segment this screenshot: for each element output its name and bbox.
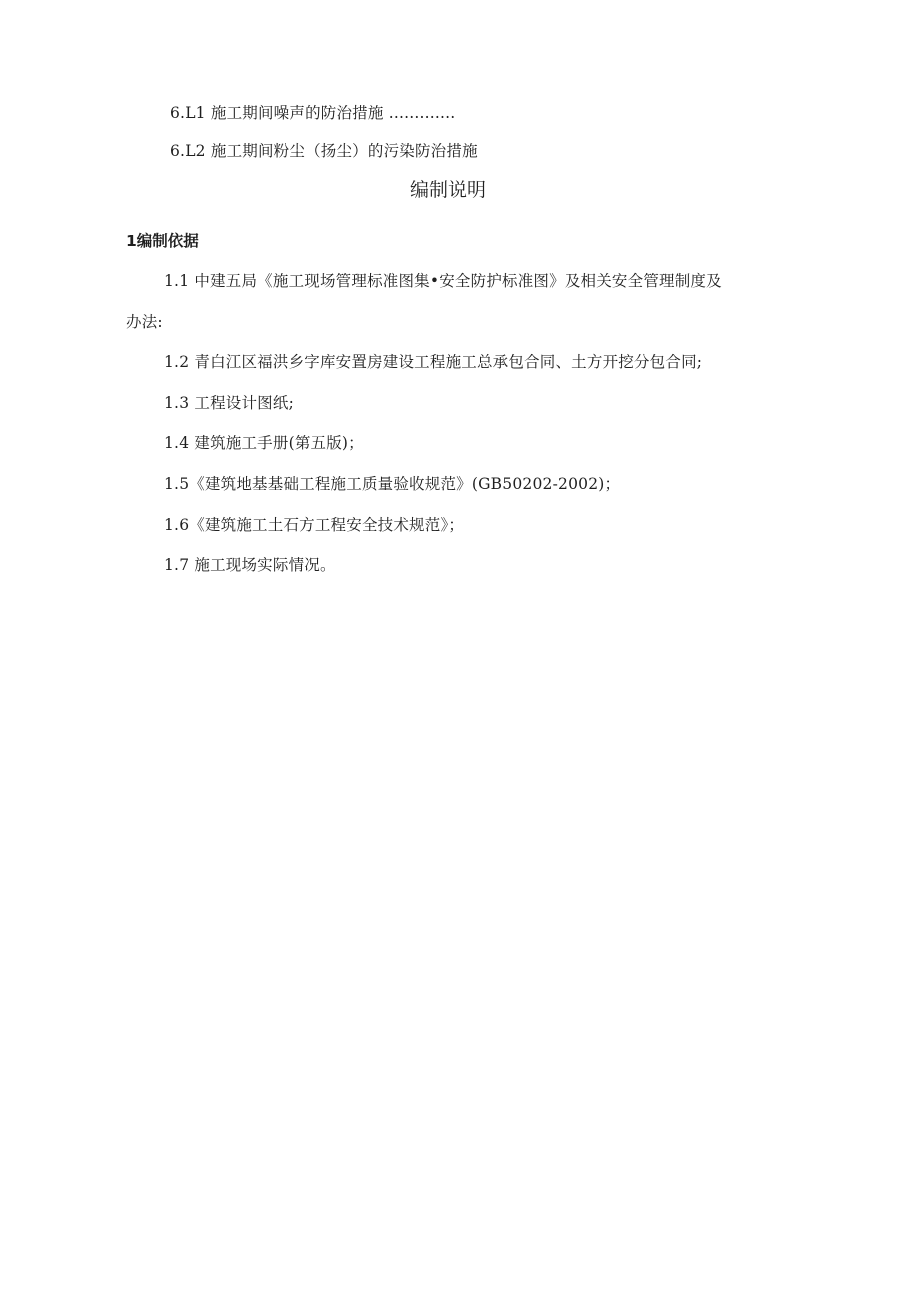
basis-item-1-1-continued: 办法:	[126, 313, 163, 331]
basis-item-1-7: 1.7 施工现场实际情况。	[164, 556, 336, 574]
basis-item-1-6: 1.6《建筑施工土石方工程安全技术规范》；	[164, 516, 465, 534]
basis-item-1-1: 1.1 中建五局《施工现场管理标准图集•安全防护标准图》及相关安全管理制度及	[164, 272, 722, 290]
document-title: 编制说明	[409, 179, 486, 201]
basis-item-1-5: 1.5《建筑地基基础工程施工质量验收规范》(GB50202-2002)；	[164, 475, 621, 493]
toc-item-dust-prevention: 6.L2 施工期间粉尘（扬尘）的污染防治措施	[170, 142, 478, 160]
basis-item-1-2: 1.2 青白江区福洪乡字库安置房建设工程施工总承包合同、土方开挖分包合同;	[164, 353, 703, 371]
basis-item-1-3: 1.3 工程设计图纸;	[164, 394, 294, 412]
section-heading: 1编制依据	[126, 232, 199, 250]
toc-item-noise-prevention: 6.L1 施工期间噪声的防治措施 .............	[170, 104, 456, 122]
basis-item-1-4: 1.4 建筑施工手册(第五版)；	[164, 434, 364, 452]
